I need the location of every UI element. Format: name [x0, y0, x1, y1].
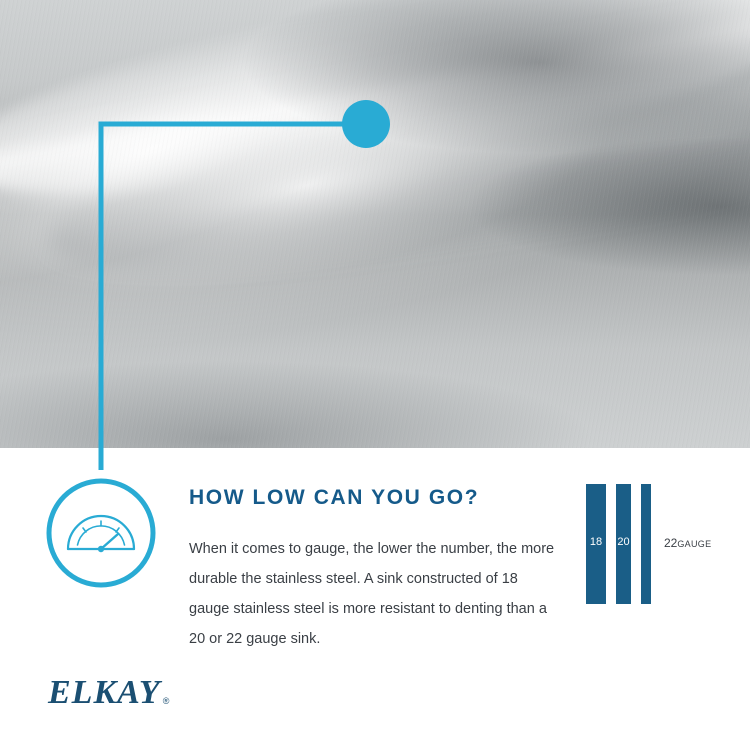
gauge-bar-18	[586, 484, 606, 604]
gauge-bar-20	[616, 484, 631, 604]
gauge-bar-22	[641, 484, 651, 604]
gauge-bar-20-label: 20	[617, 536, 630, 548]
elkay-logo	[48, 676, 169, 710]
gauge-caption-number: 22	[664, 536, 678, 550]
body-paragraph: When it comes to gauge, the lower the number, the more durable the stainless steel. A sink constructed of 18 gauge stainless steel is more resistant to denting than a 20 or 22 gauge sink.	[189, 541, 555, 647]
elkay-logo-text: ELKAY	[48, 674, 161, 711]
registered-trademark-icon: ®	[162, 696, 170, 706]
page-title: HOW LOW CAN YOU GO?	[189, 486, 480, 509]
gauge-thickness-diagram	[586, 484, 726, 604]
gauge-caption-unit: GAUGE	[677, 539, 712, 549]
gauge-caption	[664, 536, 711, 550]
gauge-bar-18-label: 18	[589, 536, 603, 548]
